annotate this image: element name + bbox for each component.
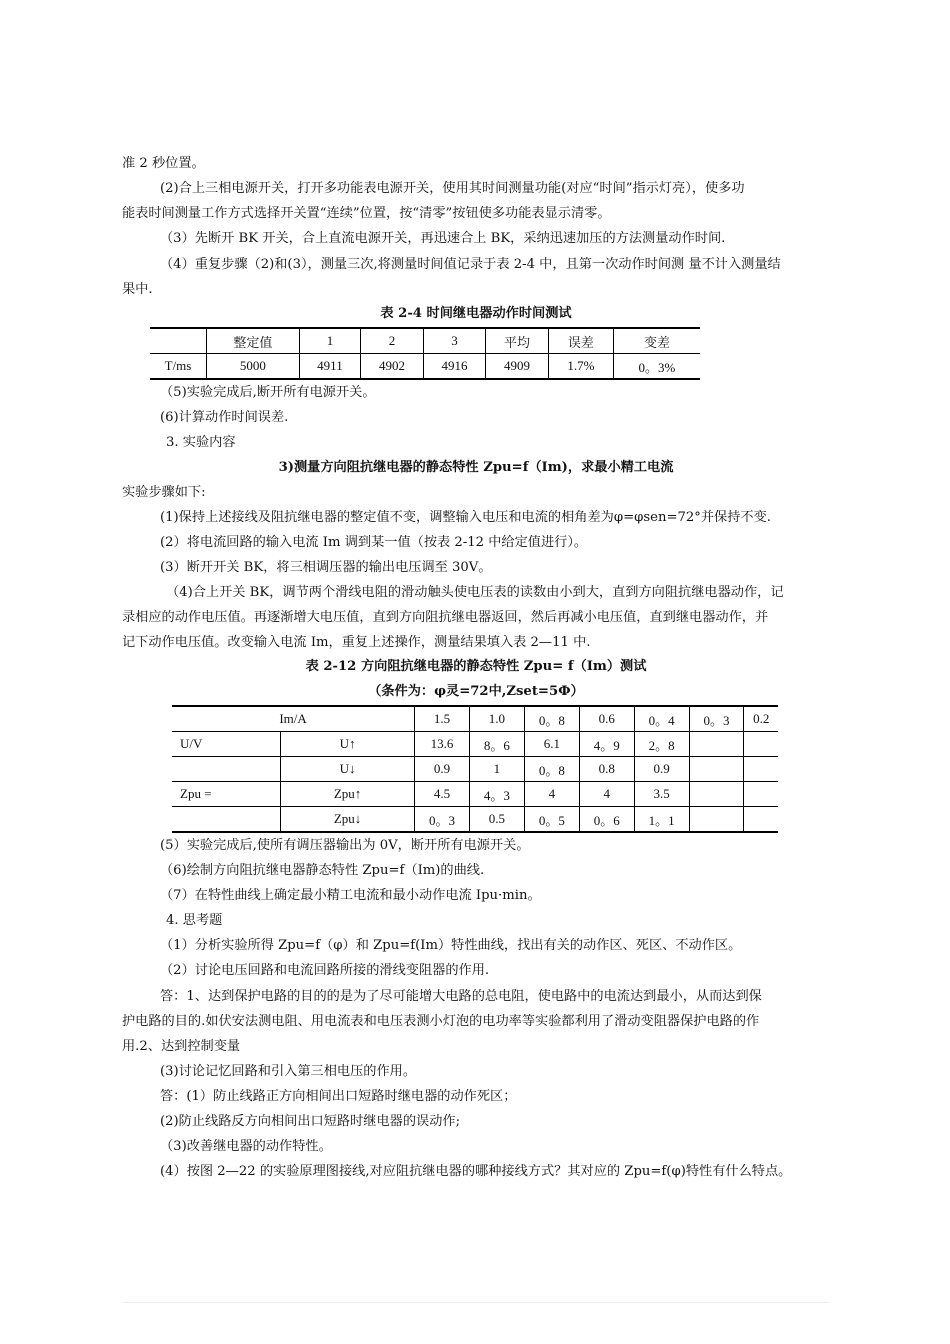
table-cell: 0.5 (469, 807, 524, 833)
subsection-heading: 3)测量方向阻抗继电器的静态特性 Zpu=f（Im)，求最小精工电流 (278, 460, 674, 475)
paragraph: 护电路的目的.如伏安法测电阻、用电流表和电压表测小灯泡的电功率等实验都利用了滑动变阻器保护电路的作 (122, 1014, 760, 1029)
table-cell: 0。3 (415, 807, 470, 833)
table-cell: 5000 (207, 354, 300, 380)
section-heading: 4. 思考题 (166, 913, 223, 928)
table-cell: Zpu↑ (281, 782, 415, 807)
paragraph: (2)防止线路反方向相间出口短路时继电器的误动作; (160, 1114, 461, 1129)
paragraph: (3)讨论记忆回路和引入第三相电压的作用。 (160, 1064, 417, 1079)
table-cell: 0.8 (579, 757, 634, 782)
table-cell: 3 (423, 328, 486, 354)
table-cell (150, 328, 207, 354)
table-cell (689, 807, 744, 833)
paragraph: （6)绘制方向阻抗继电器静态特性 Zpu=f（Im)的曲线. (160, 863, 485, 878)
table-cell: 1 (469, 757, 524, 782)
table-cell: U↑ (281, 732, 415, 757)
section-heading: 3. 实验内容 (166, 435, 236, 450)
table-cell (689, 782, 744, 807)
footer-divider (122, 1302, 830, 1303)
paragraph: 录相应的动作电压值。再逐渐增大电压值，直到方向阻抗继电器返回，然后再减小电压值，直到继电器动作，并 (122, 610, 769, 625)
table-cell (689, 757, 744, 782)
table-cell (744, 782, 778, 807)
table-cell: 4902 (361, 354, 424, 380)
table-cell: 变差 (613, 328, 700, 354)
table-row (172, 732, 778, 757)
table-header-row (150, 328, 700, 354)
paragraph: （7）在特性曲线上确定最小精工电流和最小动作电流 Ipu·min。 (160, 888, 541, 903)
paragraph: 实验步骤如下: (122, 485, 206, 500)
paragraph: （1）分析实验所得 Zpu=f（φ）和 Zpu=f(Im）特性曲线，找出有关的动作区、死区、不动作区。 (160, 938, 742, 953)
table-cell (689, 732, 744, 757)
paragraph: (2)合上三相电源开关，打开多功能表电源开关，使用其时间测量功能(对应“时间”指示灯亮），使多功 (160, 181, 745, 196)
paragraph: （3)改善继电器的动作特性。 (160, 1139, 332, 1154)
table-cell: Zpu↓ (281, 807, 415, 833)
table-cell: 8。6 (469, 732, 524, 757)
paragraph: 能表时间测量工作方式选择开关置“连续”位置，按“清零”按钮使多功能表显示清零。 (122, 206, 611, 221)
table-cell: 4。3 (469, 782, 524, 807)
table-cell: U/V (172, 732, 281, 757)
table-row (172, 706, 778, 732)
table-cell: 2。8 (634, 732, 689, 757)
table-cell: 整定值 (207, 328, 300, 354)
table-cell: 1.5 (415, 706, 470, 732)
table-cell (744, 732, 778, 757)
table-cell (744, 757, 778, 782)
paragraph: （5)实验完成后,断开所有电源开关。 (160, 385, 376, 400)
table-cell: 误差 (548, 328, 613, 354)
table-cell: 3.5 (634, 782, 689, 807)
paragraph: 用.2、达到控制变量 (122, 1039, 241, 1054)
table-cell: 0.9 (634, 757, 689, 782)
table-cell: 1 (299, 328, 360, 354)
paragraph: 记下动作电压值。改变输入电流 Im，重复上述操作，测量结果填入表 2—11 中. (122, 635, 591, 650)
table-cell: 4 (579, 782, 634, 807)
table-cell: 4911 (299, 354, 360, 380)
table-cell: 4916 (423, 354, 486, 380)
table-cell: 0.9 (415, 757, 470, 782)
timing-table (150, 327, 700, 380)
table-cell: 4909 (486, 354, 549, 380)
table-cell: 4 (524, 782, 579, 807)
paragraph: 果中. (122, 282, 153, 297)
paragraph: (5）实验完成后,使所有调压器输出为 0V，断开所有电源开关。 (160, 838, 530, 853)
table-cell: 13.6 (415, 732, 470, 757)
paragraph: （3）先断开 BK 开关，合上直流电源开关，再迅速合上 BK，采纳迅速加压的方法测量动作时间. (160, 231, 726, 246)
table-cell (172, 807, 281, 833)
table-row (172, 807, 778, 833)
table-cell: 0。8 (524, 757, 579, 782)
table-cell: 4。9 (579, 732, 634, 757)
paragraph: (3）断开开关 BK，将三相调压器的输出电压调至 30V。 (160, 560, 492, 575)
paragraph: (2）将电流回路的输入电流 Im 调到某一值（按表 2-12 中给定值进行）。 (160, 535, 588, 550)
table-cell (744, 807, 778, 833)
table-cell: 0。4 (634, 706, 689, 732)
table-row (172, 782, 778, 807)
table-condition: （条件为：φ灵=72中,Zset=5Ф） (368, 684, 584, 699)
table-caption: 表 2-12 方向阻抗继电器的静态特性 Zpu= f（Im）测试 (305, 659, 647, 674)
table-cell: Im/A (172, 706, 415, 732)
table-cell: 0.2 (744, 706, 778, 732)
paragraph: (1)保持上述接线及阻抗继电器的整定值不变，调整输入电压和电流的相角差为φ=φsen=72°并保持不变. (160, 510, 772, 525)
paragraph: 答：1、达到保护电路的目的的是为了尽可能增大电路的总电阻，使电路中的电流达到最小，从而达到保 (160, 989, 762, 1004)
paragraph: 答：(1）防止线路正方向相间出口短路时继电器的动作死区； (160, 1089, 517, 1104)
table-cell: 2 (361, 328, 424, 354)
table-cell (172, 757, 281, 782)
table-cell: U↓ (281, 757, 415, 782)
table-cell: 4.5 (415, 782, 470, 807)
table-cell: 1。1 (634, 807, 689, 833)
table-cell: 0。6 (579, 807, 634, 833)
impedance-table (172, 705, 778, 833)
table-cell: 0。8 (524, 706, 579, 732)
table-cell: 1.0 (469, 706, 524, 732)
paragraph: 准 2 秒位置。 (122, 156, 205, 171)
table-cell: Zpu = (172, 782, 281, 807)
paragraph: （4）重复步骤（2)和(3），测量三次,将测量时间值记录于表 2-4 中，且第一次动作时间测 量不计入测量结 (160, 257, 781, 272)
paragraph: （2）讨论电压回路和电流回路所接的滑线变阻器的作用. (160, 963, 490, 978)
table-row (172, 757, 778, 782)
table-row (150, 354, 700, 380)
table-cell: 0。3 (689, 706, 744, 732)
table-cell: 0.6 (579, 706, 634, 732)
table-cell: 平均 (486, 328, 549, 354)
table-cell: 1.7% (548, 354, 613, 380)
paragraph: （4)合上开关 BK，调节两个滑线电阻的滑动触头使电压表的读数由小到大，直到方向阻抗继电器动作，记 (166, 585, 784, 600)
paragraph: (6)计算动作时间误差. (160, 410, 289, 425)
paragraph: (4）按图 2—22 的实验原理图接线,对应阻抗继电器的哪种接线方式？其对应的 Zpu=f(φ)特性有什么特点。 (160, 1164, 792, 1179)
table-caption: 表 2-4 时间继电器动作时间测试 (380, 306, 572, 321)
table-cell: T/ms (150, 354, 207, 380)
table-cell: 0。5 (524, 807, 579, 833)
table-cell: 0。3% (613, 354, 700, 380)
table-cell: 6.1 (524, 732, 579, 757)
